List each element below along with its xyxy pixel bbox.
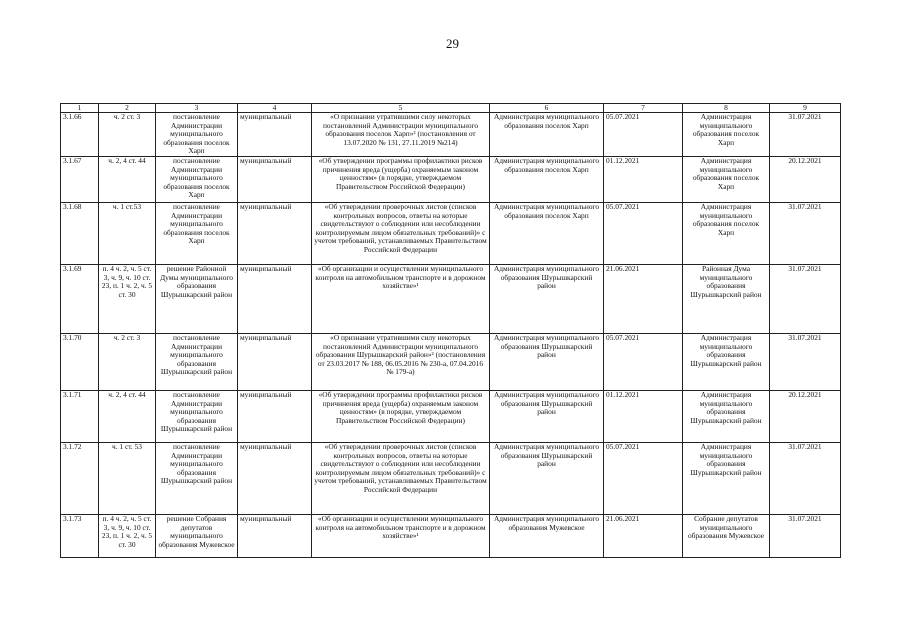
article-cell: ч. 2, 4 ст. 44: [99, 390, 156, 442]
adoption-date-cell: 31.07.2021: [770, 202, 841, 264]
act-title-cell: «Об утверждении проверочных листов (списков контрольных вопросов, ответы на которые свидетельствуют о соблюдении или несоблюдении контролируемым лицом обязательных требований)» с учетом требований, устанавливаемых Правительством Российской Федерации: [312, 202, 490, 264]
row-number-cell: 3.1.73: [61, 514, 99, 557]
act-type-cell: постановление Администрации муниципального образования поселок Харп: [156, 156, 238, 202]
adoption-date-cell: 31.07.2021: [770, 442, 841, 514]
draft-date-cell: 05.07.2021: [604, 333, 683, 390]
column-header: 2: [99, 104, 156, 113]
developer-cell: Администрация муниципального образования Шурышкарский район: [490, 390, 604, 442]
column-header: 3: [156, 104, 238, 113]
developer-cell: Администрация муниципального образования Шурышкарский район: [490, 333, 604, 390]
act-title-cell: «Об утверждении программы профилактики рисков причинения вреда (ущерба) охраняемым законом ценностям» (в порядке, утверждаемом Правительством Российской Федерации): [312, 156, 490, 202]
table-row: [61, 514, 841, 557]
adopting-body-cell: Районная Дума муниципального образования Шурышкарский район: [683, 264, 770, 333]
adoption-date-cell: 31.07.2021: [770, 333, 841, 390]
act-title-cell: «Об организации и осуществлении муниципального контроля на автомобильном транспорте и в дорожном хозяйстве»¹: [312, 514, 490, 557]
row-number-cell: 3.1.70: [61, 333, 99, 390]
row-number-cell: 3.1.69: [61, 264, 99, 333]
adopting-body-cell: Администрация муниципального образования поселок Харп: [683, 202, 770, 264]
table-row: [61, 333, 841, 390]
developer-cell: Администрация муниципального образования поселок Харп: [490, 156, 604, 202]
table-row: [61, 390, 841, 442]
row-number-cell: 3.1.68: [61, 202, 99, 264]
developer-cell: Администрация муниципального образования поселок Харп: [490, 202, 604, 264]
adoption-date-cell: 31.07.2021: [770, 514, 841, 557]
article-cell: ч. 1 ст.53: [99, 202, 156, 264]
adopting-body-cell: Администрация муниципального образования Шурышкарский район: [683, 442, 770, 514]
level-cell: муниципальный: [238, 264, 312, 333]
act-type-cell: решение Районной Думы муниципального образования Шурышкарский район: [156, 264, 238, 333]
article-cell: п. 4 ч. 2, ч. 5 ст. 3, ч. 9, ч. 10 ст. 23, п. 1 ч. 2, ч. 5 ст. 30: [99, 514, 156, 557]
level-cell: муниципальный: [238, 442, 312, 514]
act-title-cell: «Об утверждении проверочных листов (списков контрольных вопросов, ответы на которые свидетельствуют о соблюдении или несоблюдении контролируемым лицом обязательных требований)» с учетом требований, устанавливаемых Правительством Российской Федерации: [312, 442, 490, 514]
act-title-cell: «О признании утратившими силу некоторых постановлений Администрации муниципального образования Шурышкарский район»² (постановления от 23.03.2017 № 188, 06.05.2016 № 230-а, 07.04.2016 № 179-а): [312, 333, 490, 390]
draft-date-cell: 05.07.2021: [604, 113, 683, 157]
draft-date-cell: 05.07.2021: [604, 442, 683, 514]
regulation-table: [60, 103, 841, 558]
act-title-cell: «Об организации и осуществлении муниципального контроля на автомобильном транспорте и в дорожном хозяйстве»¹: [312, 264, 490, 333]
column-header: 7: [604, 104, 683, 113]
article-cell: ч. 1 ст. 53: [99, 442, 156, 514]
table-row: [61, 156, 841, 202]
level-cell: муниципальный: [238, 113, 312, 157]
draft-date-cell: 01.12.2021: [604, 390, 683, 442]
developer-cell: Администрация муниципального образования Шурышкарский район: [490, 264, 604, 333]
article-cell: ч. 2, 4 ст. 44: [99, 156, 156, 202]
column-header: 1: [61, 104, 99, 113]
developer-cell: Администрация муниципального образования Мужевское: [490, 514, 604, 557]
article-cell: ч. 2 ст. 3: [99, 333, 156, 390]
act-type-cell: решение Собрания депутатов муниципального образования Мужевское: [156, 514, 238, 557]
developer-cell: Администрация муниципального образования Шурышкарский район: [490, 442, 604, 514]
act-type-cell: постановление Администрации муниципального образования Шурышкарский район: [156, 442, 238, 514]
draft-date-cell: 21.06.2021: [604, 514, 683, 557]
adopting-body-cell: Администрация муниципального образования Шурышкарский район: [683, 333, 770, 390]
column-header: 4: [238, 104, 312, 113]
adoption-date-cell: 20.12.2021: [770, 156, 841, 202]
act-type-cell: постановление Администрации муниципального образования Шурышкарский район: [156, 390, 238, 442]
adopting-body-cell: Администрация муниципального образования поселок Харп: [683, 156, 770, 202]
table-row: [61, 202, 841, 264]
adoption-date-cell: 31.07.2021: [770, 113, 841, 157]
article-cell: п. 4 ч. 2, ч. 5 ст. 3, ч. 9, ч. 10 ст. 23, п. 1 ч. 2, ч. 5 ст. 30: [99, 264, 156, 333]
header-row: [61, 104, 841, 113]
column-header: 5: [312, 104, 490, 113]
article-cell: ч. 2 ст. 3: [99, 113, 156, 157]
adoption-date-cell: 31.07.2021: [770, 264, 841, 333]
table-row: [61, 442, 841, 514]
draft-date-cell: 01.12.2021: [604, 156, 683, 202]
level-cell: муниципальный: [238, 156, 312, 202]
page-number: 29: [446, 36, 459, 51]
row-number-cell: 3.1.71: [61, 390, 99, 442]
draft-date-cell: 21.06.2021: [604, 264, 683, 333]
draft-date-cell: 05.07.2021: [604, 202, 683, 264]
table-row: [61, 113, 841, 157]
row-number-cell: 3.1.66: [61, 113, 99, 157]
column-header: 8: [683, 104, 770, 113]
adopting-body-cell: Администрация муниципального образования Шурышкарский район: [683, 390, 770, 442]
adopting-body-cell: Собрание депутатов муниципального образования Мужевское: [683, 514, 770, 557]
act-title-cell: «Об утверждении программы профилактики рисков причинения вреда (ущерба) охраняемым законом ценностям» (в порядке, утверждаемом Правительством Российской Федерации): [312, 390, 490, 442]
developer-cell: Администрация муниципального образования поселок Харп: [490, 113, 604, 157]
adoption-date-cell: 20.12.2021: [770, 390, 841, 442]
level-cell: муниципальный: [238, 333, 312, 390]
row-number-cell: 3.1.72: [61, 442, 99, 514]
level-cell: муниципальный: [238, 202, 312, 264]
level-cell: муниципальный: [238, 514, 312, 557]
act-type-cell: постановление Администрации муниципального образования поселок Харп: [156, 202, 238, 264]
adopting-body-cell: Администрация муниципального образования поселок Харп: [683, 113, 770, 157]
act-type-cell: постановление Администрации муниципального образования Шурышкарский район: [156, 333, 238, 390]
column-header: 9: [770, 104, 841, 113]
table-row: [61, 264, 841, 333]
act-type-cell: постановление Администрации муниципального образования поселок Харп: [156, 113, 238, 157]
act-title-cell: «О признании утратившими силу некоторых постановлений Администрации муниципального образования поселок Харп»² (постановления от 13.07.2020 № 131, 27.11.2019 №214): [312, 113, 490, 157]
column-header: 6: [490, 104, 604, 113]
row-number-cell: 3.1.67: [61, 156, 99, 202]
level-cell: муниципальный: [238, 390, 312, 442]
